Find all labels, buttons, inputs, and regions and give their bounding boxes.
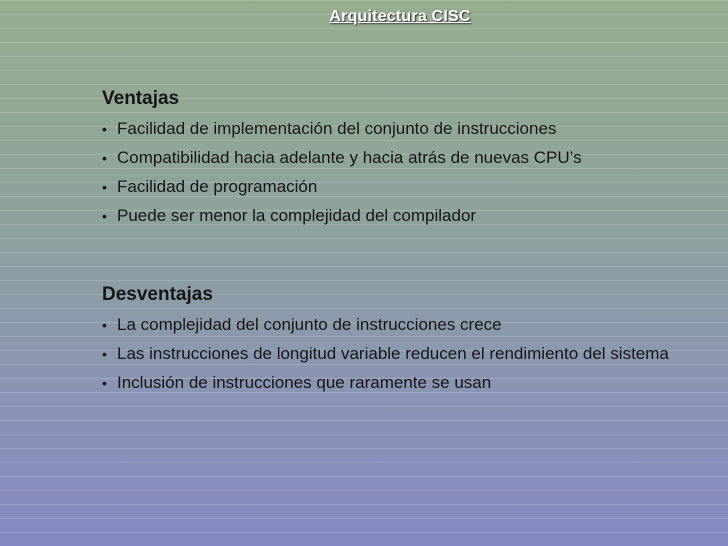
list-item [102, 147, 690, 169]
bullet-icon: • [102, 121, 107, 137]
list-item-text: Facilidad de implementación del conjunto de instrucciones [117, 119, 557, 138]
list-item [102, 343, 690, 365]
list-item [102, 205, 690, 227]
bullet-icon: • [102, 208, 107, 224]
list-item-text: Facilidad de programación [117, 177, 318, 196]
slide-title: Arquitectura CISC [329, 8, 471, 25]
ventajas-heading: Ventajas [102, 88, 180, 109]
list-item-text: Las instrucciones de longitud variable reducen el rendimiento del sistema [117, 344, 669, 363]
bullet-icon: • [102, 150, 107, 166]
bullet-icon: • [102, 317, 107, 333]
list-item [102, 118, 690, 140]
list-item-text: Puede ser menor la complejidad del compilador [117, 206, 477, 225]
bullet-icon: • [102, 179, 107, 195]
ventajas-section [102, 87, 690, 227]
list-item [102, 314, 690, 336]
list-item [102, 176, 690, 198]
desventajas-heading: Desventajas [102, 284, 213, 305]
list-item-text: Inclusión de instrucciones que raramente se usan [117, 373, 492, 392]
list-item-text: Compatibilidad hacia adelante y hacia atrás de nuevas CPU’s [117, 148, 582, 167]
ventajas-list [102, 118, 690, 227]
desventajas-section [102, 283, 690, 394]
desventajas-list [102, 314, 690, 394]
bullet-icon: • [102, 375, 107, 391]
list-item [102, 372, 690, 394]
list-item-text: La complejidad del conjunto de instrucciones crece [117, 315, 502, 334]
bullet-icon: • [102, 346, 107, 362]
